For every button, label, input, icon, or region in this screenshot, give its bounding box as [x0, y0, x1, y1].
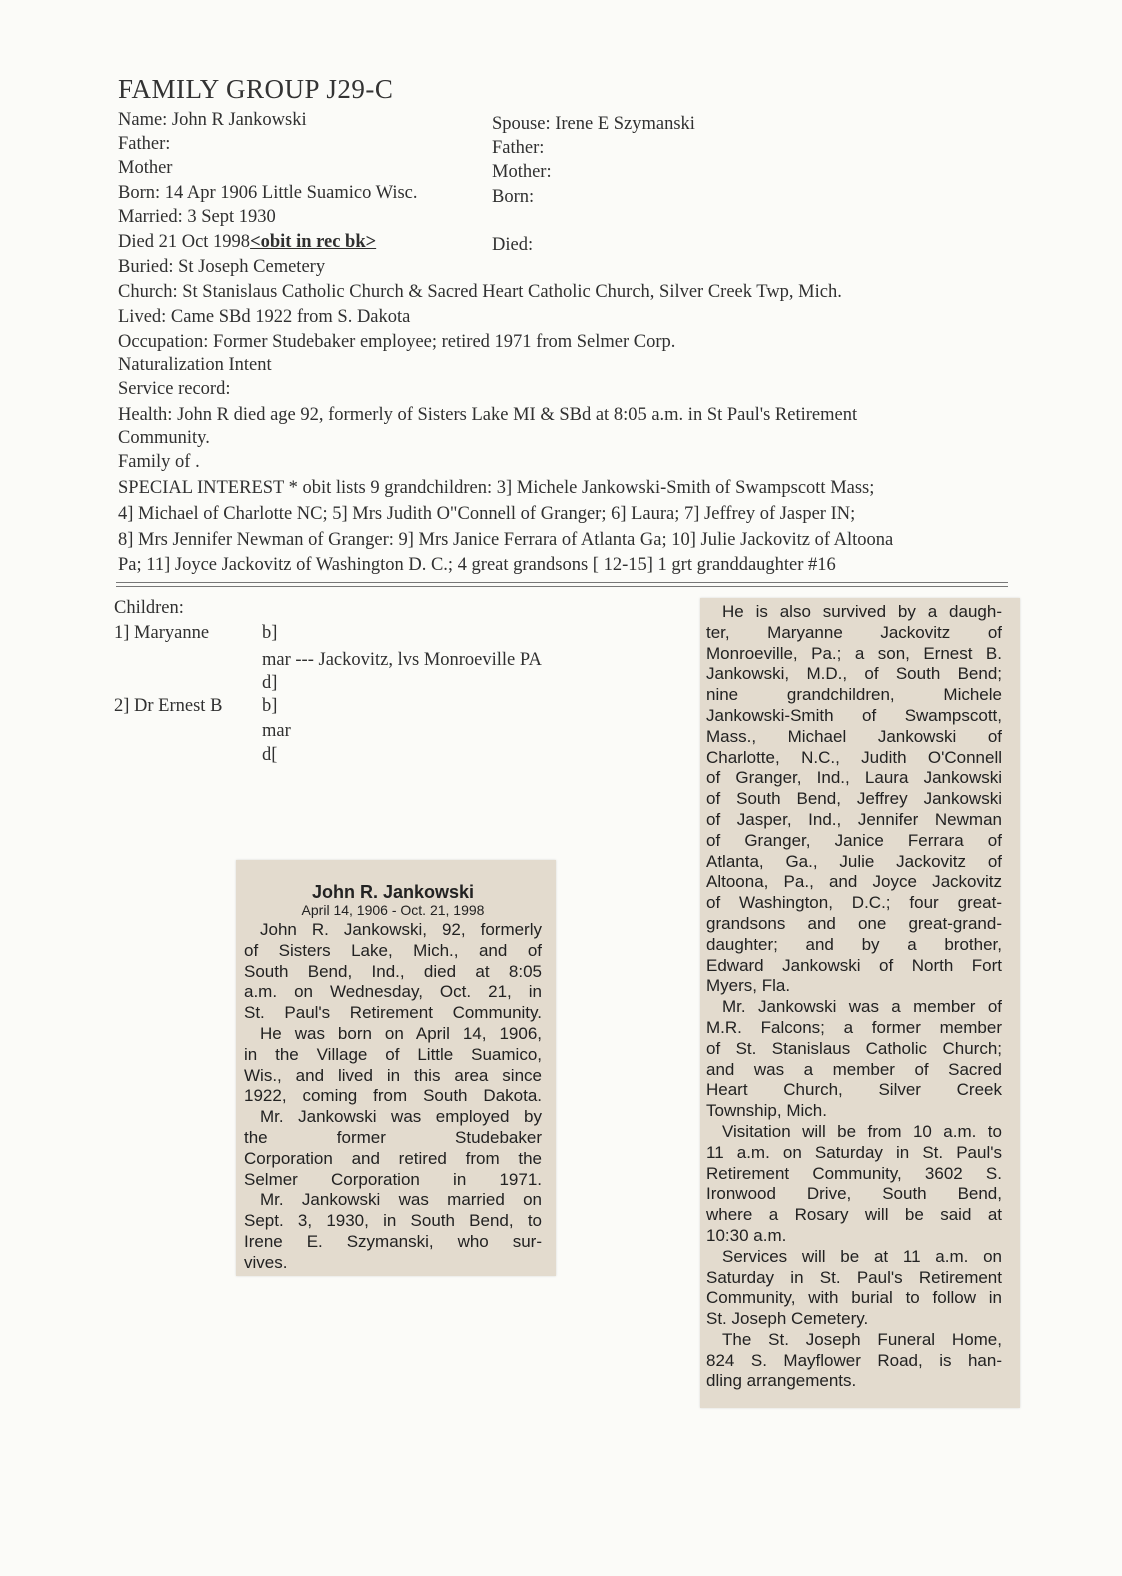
spouse-mother-field: Mother: — [492, 162, 552, 182]
obituary-line: St. Paul's Retirement Community. — [244, 1003, 542, 1023]
obituary-line: of Sisters Lake, Mich., and of — [244, 940, 542, 960]
born-field: Born: 14 Apr 1906 Little Suamico Wisc. — [118, 183, 418, 203]
obituary-line: Corporation and retired from the — [244, 1148, 542, 1168]
obituary-line: Services will be at 11 a.m. on — [722, 1246, 1002, 1266]
father-field: Father: — [118, 134, 171, 154]
obituary-line: daughter; and by a brother, — [706, 934, 1002, 954]
obituary-body-1 — [244, 920, 542, 1274]
child-2-died: d[ — [262, 745, 278, 765]
spouse-died-field: Died: — [492, 235, 534, 255]
naturalization-field: Naturalization Intent — [118, 355, 272, 375]
obituary-line: Visitation will be from 10 a.m. to — [722, 1121, 1002, 1141]
obituary-line: and was a member of Sacred — [706, 1059, 1002, 1079]
lived-field: Lived: Came SBd 1922 from S. Dakota — [118, 307, 411, 327]
obituary-line: Mr. Jankowski was married on — [260, 1190, 542, 1210]
spouse-field: Spouse: Irene E Szymanski — [492, 114, 695, 134]
obituary-line: Jankowski-Smith of Swampscott, — [706, 705, 1002, 725]
obituary-line: 824 S. Mayflower Road, is han- — [706, 1350, 1002, 1370]
obituary-line: Retirement Community, 3602 S. — [706, 1163, 1002, 1183]
obituary-line: Altoona, Pa., and Joyce Jackovitz — [706, 872, 1002, 892]
divider-bottom — [116, 586, 1008, 587]
obituary-line: Ironwood Drive, South Bend, — [706, 1184, 1002, 1204]
died-field — [118, 232, 376, 253]
child-1-name: 1] Maryanne — [114, 623, 210, 643]
obituary-line: Edward Jankowski of North Fort — [706, 955, 1002, 975]
obituary-line: ter, Maryanne Jackovitz of — [706, 622, 1002, 642]
obituary-line: Community, with burial to follow in — [706, 1288, 1002, 1308]
obituary-line: vives. — [244, 1252, 288, 1272]
buried-field: Buried: St Joseph Cemetery — [118, 257, 326, 277]
special-interest-line-3: 8] Mrs Jennifer Newman of Granger: 9] Mrs Janice Ferrara of Atlanta Ga; 10] Julie Jackovitz of Altoona — [118, 530, 894, 550]
obituary-line: Saturday in St. Paul's Retirement — [706, 1267, 1002, 1287]
obituary-line: the former Studebaker — [244, 1127, 542, 1147]
church-field: Church: St Stanislaus Catholic Church & Sacred Heart Catholic Church, Silver Creek Twp, Mich. — [118, 282, 842, 302]
obituary-line: M.R. Falcons; a former member — [706, 1017, 1002, 1037]
obituary-headline: John R. Jankowski — [311, 882, 475, 902]
obituary-line: Mass., Michael Jankowski of — [706, 726, 1002, 746]
obituary-line: a.m. on Wednesday, Oct. 21, in — [244, 982, 542, 1002]
child-2-name: 2] Dr Ernest B — [114, 696, 223, 716]
obituary-line: Atlanta, Ga., Julie Jackovitz of — [706, 851, 1002, 871]
obituary-line: of Granger, Ind., Laura Jankowski — [706, 768, 1002, 788]
obituary-line: 10:30 a.m. — [706, 1225, 787, 1245]
occupation-field: Occupation: Former Studebaker employee; retired 1971 from Selmer Corp. — [118, 332, 676, 352]
obituary-line: 1922, coming from South Dakota. — [244, 1086, 542, 1106]
obituary-line: St. Joseph Cemetery. — [706, 1309, 869, 1329]
page-title: FAMILY GROUP J29-C — [118, 74, 394, 104]
obituary-line: Selmer Corporation in 1971. — [244, 1169, 542, 1189]
obituary-line: 11 a.m. on Saturday in St. Paul's — [706, 1142, 1002, 1162]
child-2-married: mar — [262, 721, 291, 741]
mother-field: Mother — [118, 158, 173, 178]
health-line-1: Health: John R died age 92, formerly of Sisters Lake MI & SBd at 8:05 a.m. in St Paul's Retirement — [118, 405, 858, 425]
obituary-clipping-1 — [236, 860, 556, 1276]
special-interest-line-1: SPECIAL INTEREST * obit lists 9 grandchildren: 3] Michele Jankowski-Smith of Swampscott Mass; — [118, 478, 875, 498]
child-1-married: mar --- Jackovitz, lvs Monroeville PA — [262, 650, 542, 670]
obituary-line: He is also survived by a daugh- — [722, 602, 1002, 621]
obituary-line: of Granger, Janice Ferrara of — [706, 830, 1002, 850]
obituary-dates: April 14, 1906 - Oct. 21, 1998 — [301, 902, 485, 918]
obituary-line: Heart Church, Silver Creek — [706, 1080, 1002, 1100]
obit-link[interactable]: <obit in rec bk> — [250, 232, 377, 252]
obituary-line: grandsons and one great-grand- — [706, 913, 1002, 933]
obituary-line: nine grandchildren, Michele — [706, 685, 1002, 705]
health-line-2: Community. — [118, 428, 210, 448]
obituary-line: Charlotte, N.C., Judith O'Connell — [706, 747, 1002, 767]
obituary-line: Myers, Fla. — [706, 976, 791, 996]
obituary-line: of St. Stanislaus Catholic Church; — [706, 1038, 1002, 1058]
obituary-line: He was born on April 14, 1906, — [260, 1023, 542, 1043]
spouse-father-field: Father: — [492, 138, 545, 158]
family-of-field: Family of . — [118, 452, 200, 472]
obituary-line: Sept. 3, 1930, in South Bend, to — [244, 1211, 542, 1231]
obituary-line: The St. Joseph Funeral Home, — [722, 1329, 1002, 1349]
obituary-line: of Jasper, Ind., Jennifer Newman — [706, 809, 1002, 829]
obituary-line: where a Rosary will be said at — [706, 1205, 1002, 1225]
spouse-born-field: Born: — [492, 187, 535, 207]
obituary-line: of South Bend, Jeffrey Jankowski — [706, 789, 1002, 809]
obituary-line: South Bend, Ind., died at 8:05 — [244, 961, 542, 981]
obituary-line: dling arrangements. — [706, 1371, 857, 1391]
obituary-line: Irene E. Szymanski, who sur- — [244, 1231, 542, 1251]
special-interest-line-4: Pa; 11] Joyce Jackovitz of Washington D. C.; 4 great grandsons [ 12-15] 1 grt granddaughter #16 — [118, 555, 836, 575]
child-1-died: d] — [262, 673, 278, 693]
obituary-line: Mr. Jankowski was a member of — [722, 997, 1002, 1017]
divider-top — [116, 582, 1008, 583]
died-date: Died 21 Oct 1998 — [118, 232, 251, 252]
child-1-born: b] — [262, 623, 278, 643]
married-field: Married: 3 Sept 1930 — [118, 207, 276, 227]
obituary-line: John R. Jankowski, 92, formerly — [260, 920, 542, 939]
obituary-line: Township, Mich. — [706, 1101, 827, 1121]
child-2-born: b] — [262, 696, 278, 716]
obituary-line: in the Village of Little Suamico, — [244, 1044, 542, 1064]
obituary-line: of Washington, D.C.; four great- — [706, 893, 1002, 913]
name-field: Name: John R Jankowski — [118, 110, 307, 130]
obituary-line: Wis., and lived in this area since — [244, 1065, 542, 1085]
obituary-clipping-2 — [700, 598, 1020, 1408]
obituary-line: Monroeville, Pa.; a son, Ernest B. — [706, 643, 1002, 663]
obituary-line: Jankowski, M.D., of South Bend; — [706, 664, 1002, 684]
obituary-line: Mr. Jankowski was employed by — [260, 1107, 542, 1127]
children-heading: Children: — [114, 598, 184, 618]
special-interest-line-2: 4] Michael of Charlotte NC; 5] Mrs Judith O"Connell of Granger; 6] Laura; 7] Jeffrey of Jasper IN; — [118, 504, 856, 524]
obituary-body-2 — [706, 602, 1002, 1392]
service-field: Service record: — [118, 379, 231, 399]
